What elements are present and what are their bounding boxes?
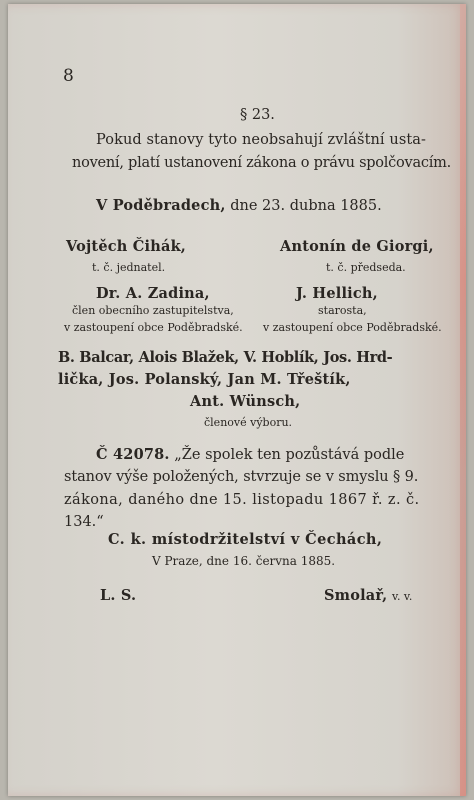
section-text-line-1: Pokud stanovy tyto neobsahují zvláštní usta-	[96, 132, 427, 148]
signature-left-1-role: t. č. jednatel.	[92, 261, 166, 274]
signer	[324, 587, 412, 604]
approval-line-4: 134.“	[64, 514, 104, 530]
signature-left-2-role-2: v zastoupení obce Poděbradské.	[64, 321, 243, 334]
members-role: členové výboru.	[204, 416, 293, 429]
signature-left-2-name: Dr. A. Zadina,	[96, 285, 210, 302]
approval-text-1: „Že spolek ten pozůstává podle	[174, 447, 405, 463]
section-heading: § 23.	[240, 107, 275, 123]
approval-line-1	[96, 446, 404, 463]
signature-left-2-role: člen obecního zastupitelstva,	[72, 304, 234, 317]
date-text: dne 23. dubna 1885.	[230, 198, 382, 214]
signature-right-2-role-2: v zastoupení obce Poděbradské.	[263, 321, 442, 334]
approval-line-3: zákona, daného dne 15. listopadu 1867 ř. z. č.	[64, 492, 420, 508]
page-edge	[460, 4, 466, 796]
section-text-line-2: novení, platí ustanovení zákona o právu spolčovacím.	[72, 155, 451, 171]
signer-suffix: v. v.	[392, 590, 413, 603]
place-date	[96, 197, 382, 214]
seal-mark: L. S.	[100, 587, 137, 604]
document-page	[8, 4, 466, 796]
signature-right-2-name: J. Hellich,	[296, 285, 378, 302]
members-line-2: lička, Jos. Polanský, Jan M. Třeštík,	[58, 371, 351, 388]
place-name: V Poděbradech,	[96, 197, 226, 214]
signature-left-1-name: Vojtěch Čihák,	[66, 238, 187, 255]
signer-name: Smolař,	[324, 587, 388, 604]
authority-date: V Praze, dne 16. června 1885.	[152, 554, 336, 568]
page-number: 8	[63, 66, 74, 86]
signature-right-1-name: Antonín de Giorgi,	[280, 238, 434, 255]
authority-name: C. k. místodržitelství v Čechách,	[108, 531, 383, 548]
signature-right-2-role: starosta,	[318, 304, 367, 317]
approval-number: Č 42078.	[96, 446, 170, 463]
signature-right-1-role: t. č. předseda.	[326, 261, 406, 274]
members-line-3: Ant. Wünsch,	[190, 393, 301, 410]
members-line-1: B. Balcar, Alois Blažek, V. Hoblík, Jos. Hrd-	[58, 349, 393, 366]
approval-line-2: stanov výše položených, stvrzuje se v smyslu § 9.	[64, 469, 419, 485]
